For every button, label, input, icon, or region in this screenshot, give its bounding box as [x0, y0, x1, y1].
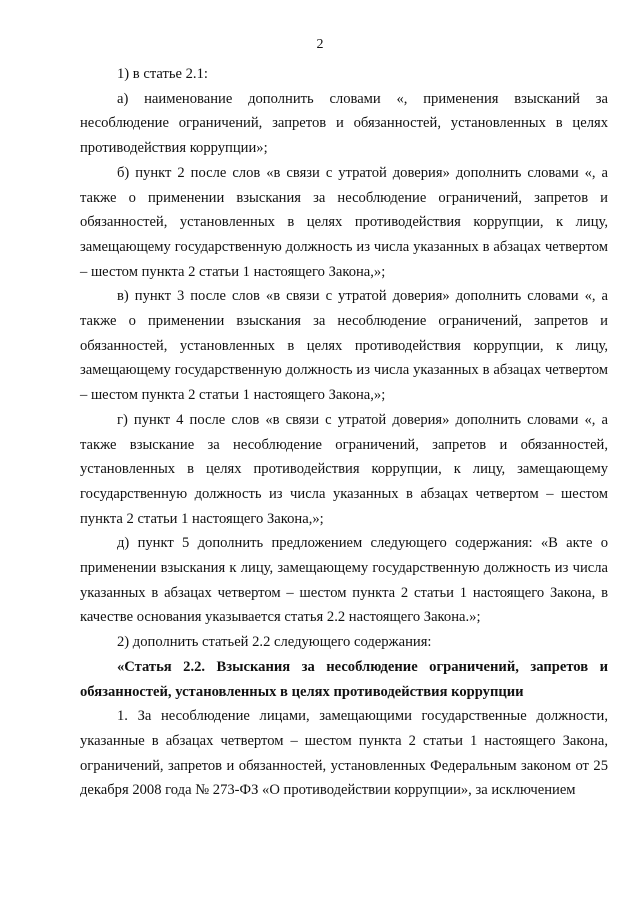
paragraph-add-article-2-2: 2) дополнить статьей 2.2 следующего содержания: [117, 634, 432, 651]
paragraph-item-b: б) пункт 2 после слов «в связи с утратой доверия» дополнить словами «, а также о применении взыскания за несоблюдение ограничений, запретов и обязанностей, установленных в целях противодействия коррупции, к лицу, замещающему государственную должность из числа указанных в абзацах четвертом – шестом пункта 2 статьи 1 настоящего Закона,»; [80, 164, 608, 280]
page-number: 2 [316, 37, 324, 52]
paragraph-item-a: а) наименование дополнить словами «, применения взысканий за несоблюдение ограничений, запретов и обязанностей, установленных в целях противодействия коррупции»; [80, 90, 608, 157]
paragraph-item-g: г) пункт 4 после слов «в связи с утратой доверия» дополнить словами «, а также взыскание за несоблюдение ограничений, запретов и обязанностей, установленных в целях противодействия коррупции, к лицу, замещающему государственную должность из числа указанных в абзацах четвертом – шестом пункта 2 статьи 1 настоящего Закона,»; [80, 411, 608, 527]
paragraph-article-2-1-intro: 1) в статье 2.1: [117, 66, 208, 82]
document-body [80, 62, 608, 803]
paragraph-article-2-2-point-1: 1. За несоблюдение лицами, замещающими государственные должности, указанные в абзацах четвертом – шестом пункта 2 статьи 1 настоящего Закона, ограничений, запретов и обязанностей, установленных Федеральным законом от 25 декабря 2008 года № 273-ФЗ «О противодействии коррупции», за исключением [80, 708, 608, 799]
paragraph-item-d: д) пункт 5 дополнить предложением следующего содержания: «В акте о применении взыскания к лицу, замещающему государственную должность из числа указанных в абзацах четвертом – шестом пункта 2 статьи 1 настоящего Закона, в качестве основания указывается статья 2.2 настоящего Закона.»; [80, 535, 608, 626]
paragraph-item-v: в) пункт 3 после слов «в связи с утратой доверия» дополнить словами «, а также о применении взыскания за несоблюдение ограничений, запретов и обязанностей, установленных в целях противодействия коррупции, к лицу, замещающему государственную должность из числа указанных в абзацах четвертом – шестом пункта 2 статьи 1 настоящего Закона,»; [80, 288, 608, 404]
article-2-2-heading: «Статья 2.2. Взыскания за несоблюдение ограничений, запретов и обязанностей, установленных в целях противодействия коррупции [80, 658, 608, 700]
